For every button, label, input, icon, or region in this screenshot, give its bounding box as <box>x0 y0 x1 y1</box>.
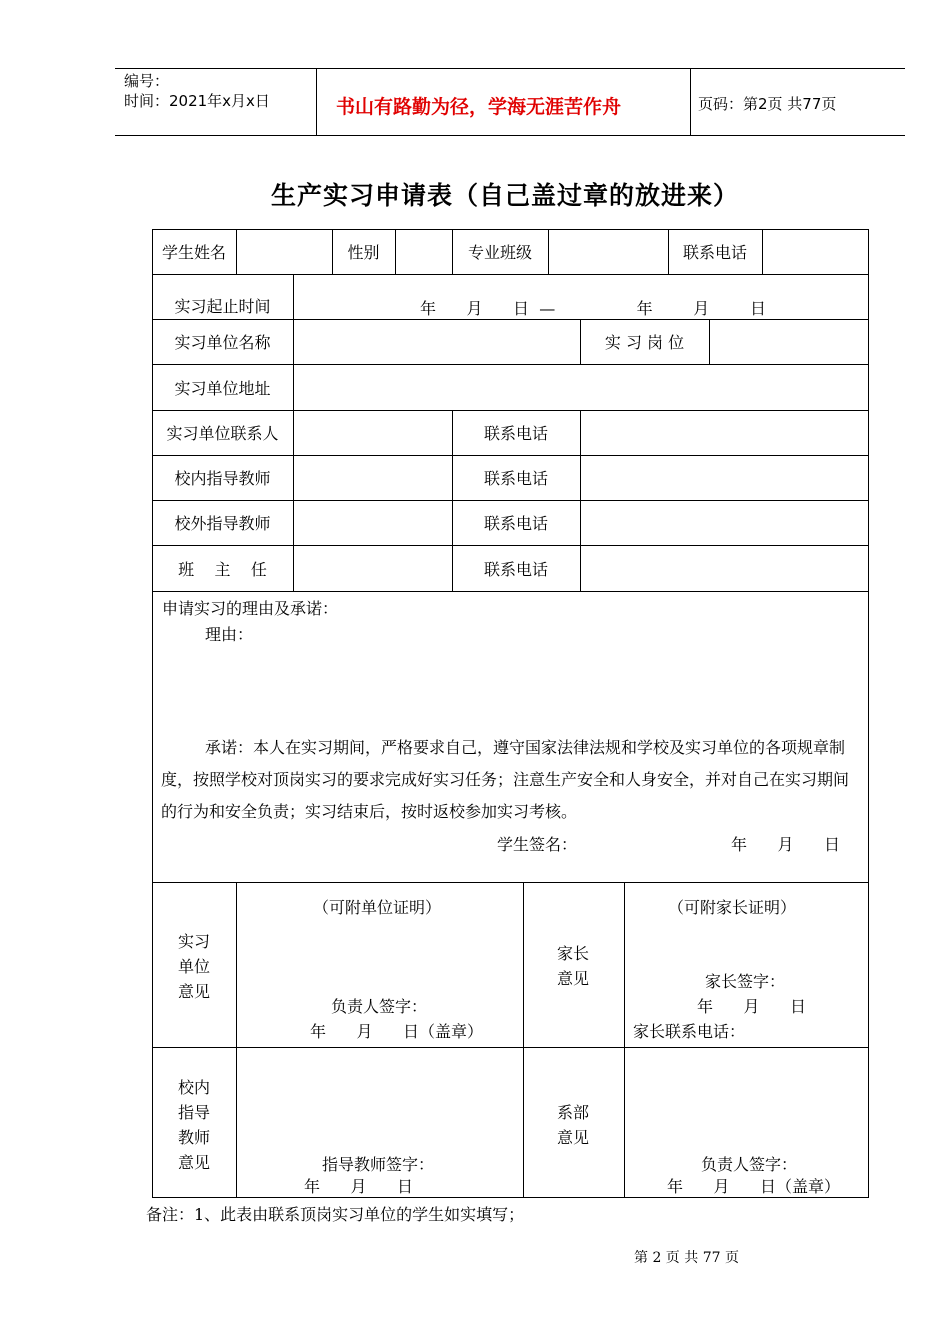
parent-cert-note: （可附家长证明） <box>668 898 797 917</box>
header-time: 时间：2021年x月x日 <box>124 92 270 110</box>
label-inner-teacher-opinion: 校内 指导 教师 意见 <box>177 1078 210 1172</box>
label-contact-phone: 联系电话 <box>682 243 747 262</box>
field-outer-teacher[interactable] <box>294 501 451 544</box>
unit-date-stamp[interactable]: 年 月 日（盖章） <box>310 1022 484 1041</box>
label-unit-contact-phone: 联系电话 <box>483 424 548 443</box>
label-head-teacher-phone: 联系电话 <box>483 559 548 579</box>
field-major-class[interactable] <box>549 230 667 273</box>
unit-person-sign[interactable]: 负责人签字： <box>331 997 428 1016</box>
header-number: 编号： <box>124 72 170 90</box>
page-title: 生产实习申请表（自己盖过章的放进来） <box>270 181 739 210</box>
label-gender: 性别 <box>347 243 380 262</box>
promise-text: 承诺：本人在实习期间，严格要求自己，遵守国家法律法规和学校及实习单位的各项规章制度，按照学校对顶岗实习的要求完成好实习任务；注意生产安全和人身安全，并对自己在实习期间的行为和安全负责；实习结束后，按时返校参加实习考核。 <box>161 738 850 821</box>
label-post: 实 习 岗 位 <box>604 333 685 352</box>
field-unit-contact[interactable] <box>294 411 451 454</box>
field-student-name[interactable] <box>237 230 331 273</box>
label-student-name: 学生姓名 <box>161 243 226 262</box>
field-reason[interactable] <box>160 645 860 730</box>
label-unit-address: 实习单位地址 <box>174 378 271 398</box>
field-unit-name[interactable] <box>294 320 579 363</box>
form-note: 备注：1、此表由联系顶岗实习单位的学生如实填写； <box>146 1205 525 1224</box>
field-inner-teacher[interactable] <box>294 456 451 499</box>
label-unit-name: 实习单位名称 <box>174 333 271 352</box>
label-period: 实习起止时间 <box>174 297 271 316</box>
label-major-class: 专业班级 <box>467 243 532 262</box>
field-post[interactable] <box>710 320 867 363</box>
header-divider-right <box>690 68 691 135</box>
field-outer-teacher-phone[interactable] <box>581 501 867 544</box>
teacher-sign[interactable]: 指导教师签字： <box>322 1155 435 1174</box>
dept-date[interactable]: 年 月 日（盖章） <box>667 1177 841 1196</box>
teacher-date[interactable]: 年 月 日 <box>304 1177 414 1196</box>
student-sign-date[interactable]: 年 月 日 <box>731 835 841 854</box>
header-top-rule <box>115 68 905 69</box>
label-outer-teacher-phone: 联系电话 <box>483 514 548 533</box>
header-page: 页码：第2页 共77页 <box>698 95 837 113</box>
header-bottom-rule <box>115 135 905 136</box>
field-head-teacher[interactable] <box>294 546 451 590</box>
field-inner-teacher-phone[interactable] <box>581 456 867 499</box>
parent-sign[interactable]: 家长签字： <box>705 972 786 991</box>
parent-date[interactable]: 年 月 日 <box>697 997 807 1016</box>
header-motto: 书山有路勤为径，学海无涯苦作舟 <box>336 96 622 118</box>
header-divider-left <box>316 68 317 135</box>
label-parent-opinion: 家长 意见 <box>556 944 589 988</box>
label-dept-opinion: 系部 意见 <box>556 1103 589 1147</box>
label-inner-teacher-phone: 联系电话 <box>483 469 548 488</box>
field-head-teacher-phone[interactable] <box>581 546 867 590</box>
label-head-teacher: 班 主 任 <box>178 559 267 579</box>
field-contact-phone[interactable] <box>763 230 867 273</box>
reason-heading: 申请实习的理由及承诺： <box>162 599 339 618</box>
page-footer: 第 2 页 共 77 页 <box>634 1250 739 1266</box>
unit-cert-note: （可附单位证明） <box>313 898 442 917</box>
student-sign-label: 学生签名： <box>497 835 578 854</box>
label-unit-opinion: 实习 单位 意见 <box>177 932 210 1001</box>
dept-sign[interactable]: 负责人签字： <box>701 1155 798 1174</box>
label-outer-teacher: 校外指导教师 <box>174 514 271 533</box>
field-unit-address[interactable] <box>294 365 867 409</box>
parent-phone[interactable]: 家长联系电话： <box>633 1022 746 1041</box>
field-gender[interactable] <box>396 230 451 273</box>
label-unit-contact: 实习单位联系人 <box>166 424 279 443</box>
field-period[interactable]: 年 月 日 — 年 月 日 <box>420 299 766 318</box>
field-unit-contact-phone[interactable] <box>581 411 867 454</box>
reason-label: 理由： <box>205 625 254 644</box>
label-inner-teacher: 校内指导教师 <box>174 469 271 488</box>
